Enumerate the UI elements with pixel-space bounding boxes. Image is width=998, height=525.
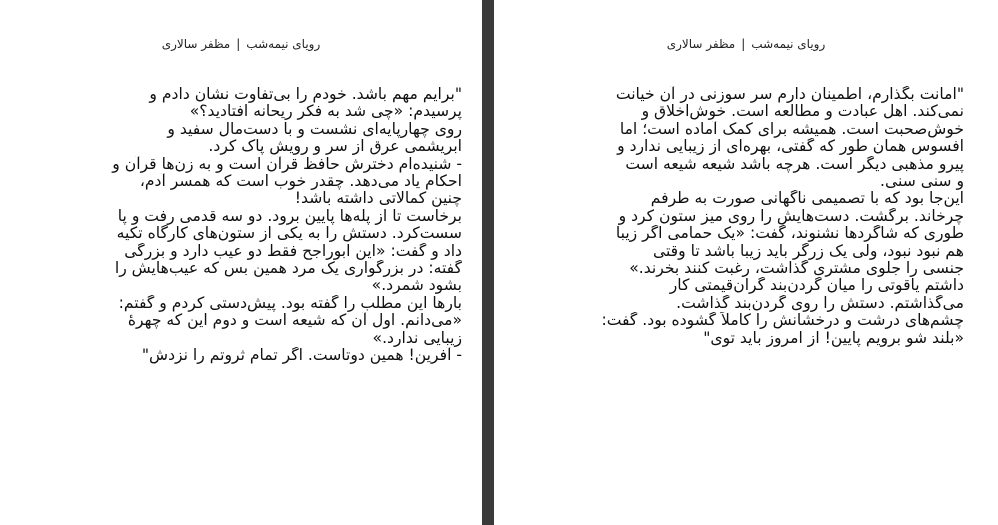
text-line: گفته: در بزرگواری یک مرد همین بس که عیب‌هایش را bbox=[114, 260, 462, 278]
text-line: افسوس همان طور که گفتی، بهره‌ای از زیبایی ندارد و bbox=[617, 138, 964, 156]
text-line: زیبایی ندارد.» bbox=[372, 329, 462, 347]
text-line: ابریشمی عرق از سر و رویش پاک کرد. bbox=[208, 138, 462, 156]
text-line: سست‌کرد. دستش را به یکی از ستون‌های کارگاه تکیه bbox=[116, 225, 462, 243]
book-title: رویای نیمه‌شب bbox=[246, 37, 321, 51]
text-line: پیرو مذهبی دیگر است. هرچه باشد شیعه شیعه است bbox=[625, 155, 964, 173]
text-line: روی چهارپایه‌ای نشست و با دست‌مال سفید و bbox=[167, 120, 462, 138]
author-name: مظفر سالاری bbox=[666, 37, 736, 51]
text-line: هم نبود نبود، ولی یک زرگر باید زیبا باشد تا وقتی bbox=[652, 242, 964, 260]
text-line: پرسیدم: «چی شد به فکر ریحانه افتادید؟» bbox=[189, 103, 462, 121]
text-line: چشم‌های درشت و درخشانش را کاملاً گشوده بود. گفت: bbox=[601, 312, 964, 330]
text-line: این‌جا بود که با تصمیمی ناگهانی صورت به طرفم bbox=[650, 190, 964, 208]
book-title: رویای نیمه‌شب bbox=[751, 37, 826, 51]
text-line: «بلند شو برویم پایین! از امروز باید توی" bbox=[703, 329, 964, 347]
header-separator: | bbox=[236, 37, 241, 51]
text-line: داشتم یاقوتی را میان گردن‌بند گران‌قیمتی کار bbox=[669, 277, 964, 295]
text-line: "امانت بگذارم، اطمینان دارم سر سوزنی در آن خیانت bbox=[615, 86, 964, 103]
page-body-text bbox=[8, 86, 462, 365]
page-header bbox=[494, 37, 998, 51]
text-line: بارها این مطلب را گفته بود. پیش‌دستی کردم و گفتم: bbox=[118, 294, 462, 312]
header-separator: | bbox=[741, 37, 746, 51]
text-line: - شنیده‌ام دخترش حافظ قرآن است و به زن‌ها قرآن و bbox=[112, 155, 462, 173]
right-page bbox=[494, 0, 998, 525]
text-line: احکام یاد می‌دهد. چقدر خوب است که همسر آدم، bbox=[139, 173, 462, 191]
text-line: خوش‌صحبت است. همیشه برای کمک آماده است؛ اما bbox=[619, 120, 964, 138]
text-line: داد و گفت: «این ابوراجح فقط دو عیب دارد و بزرگی bbox=[124, 242, 462, 260]
left-page bbox=[0, 0, 482, 525]
text-line: و سنی سنی. bbox=[880, 173, 964, 191]
page-divider bbox=[482, 0, 494, 525]
page-body-text bbox=[540, 86, 964, 347]
text-line: "برایم مهم باشد. خودم را بی‌تفاوت نشان دادم و bbox=[149, 86, 462, 103]
text-line: - آفرین! همین دوتاست. اگر تمام ثروتم را نزدش" bbox=[141, 347, 462, 365]
text-line: «می‌دانم. اول آن که شیعه است و دوم این که چهرهٔ bbox=[127, 312, 462, 330]
text-line: می‌گذاشتم. دستش را روی گردن‌بند گذاشت. bbox=[676, 294, 964, 312]
author-name: مظفر سالاری bbox=[161, 37, 231, 51]
text-line: جنسی را جلوی مشتری گذاشت، رغبت کنند بخرند.» bbox=[629, 260, 964, 278]
text-line: طوری که شاگردها نشنوند، گفت: «یک حمامی اگر زیبا bbox=[615, 225, 964, 243]
text-line: چرخاند. برگشت. دست‌هایش را روی میز ستون کرد و bbox=[618, 207, 964, 225]
page-header bbox=[0, 37, 482, 51]
text-line: چنین کمالاتی داشته باشد! bbox=[294, 190, 462, 208]
text-line: برخاست تا از پله‌ها پایین برود. دو سه قدمی رفت و پا bbox=[117, 207, 462, 225]
text-line: بشود شمرد.» bbox=[371, 277, 462, 295]
text-line: نمی‌کند. اهل عبادت و مطالعه است. خوش‌اخلاق و bbox=[641, 103, 964, 121]
